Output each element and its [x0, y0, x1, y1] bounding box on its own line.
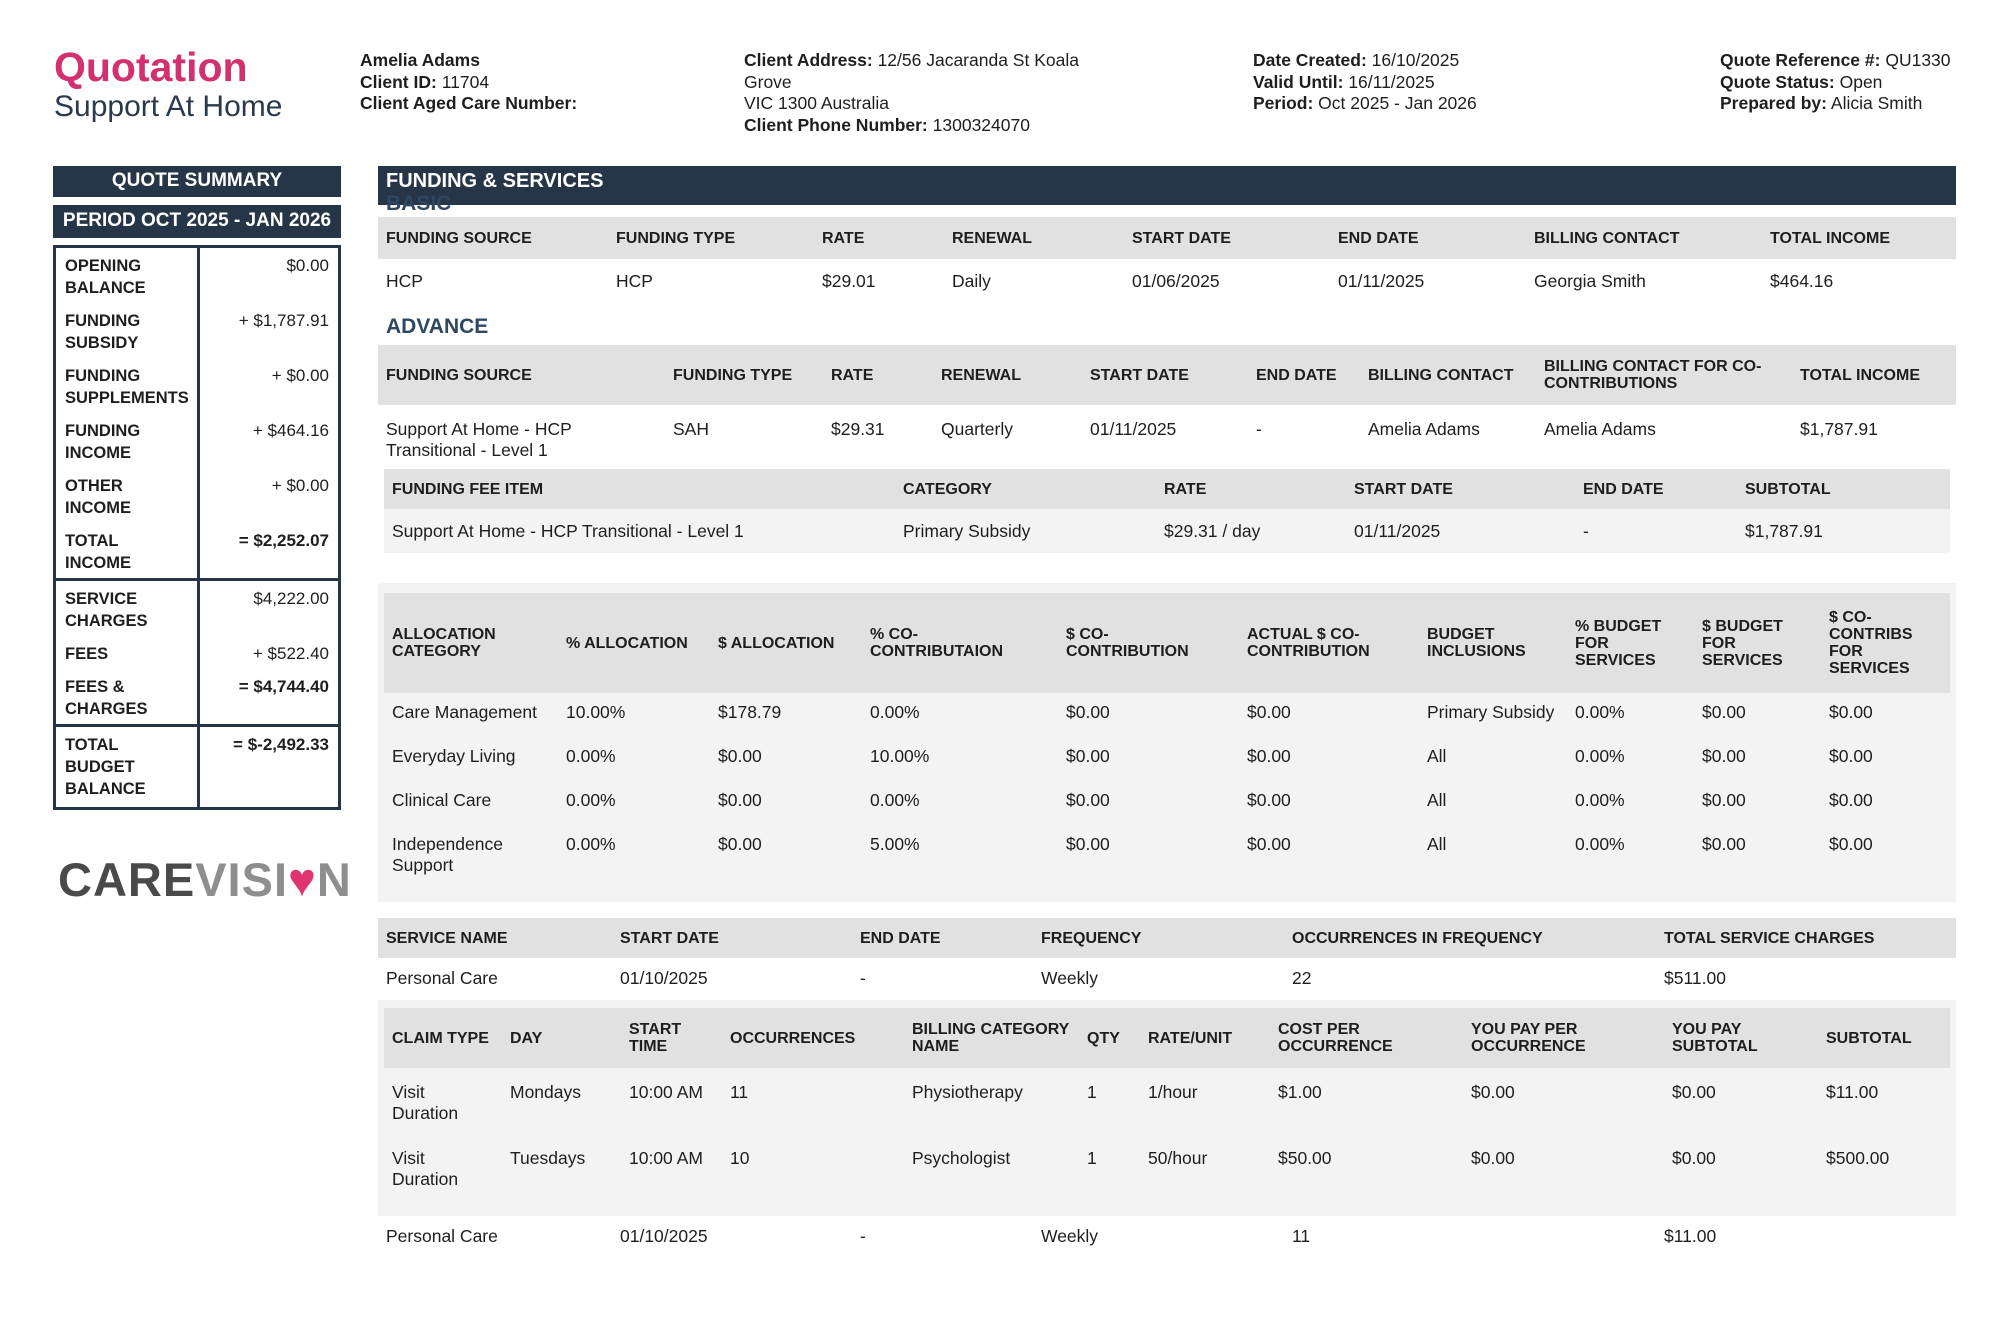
column-header: SERVICE NAME	[378, 918, 612, 958]
table-cell: 0.00%	[1575, 834, 1625, 854]
table-cell: SAH	[673, 419, 709, 439]
carevision-logo	[58, 852, 352, 908]
table-cell: 1/hour	[1148, 1082, 1198, 1102]
client-address-line1: 12/56 Jacaranda St Koala	[877, 50, 1079, 70]
summary-value: = $2,252.07	[238, 531, 329, 550]
column-header: BUDGET INCLUSIONS	[1419, 593, 1567, 693]
table-cell: Mondays	[510, 1082, 582, 1102]
table-row	[378, 1216, 1956, 1258]
table-cell: $50.00	[1278, 1148, 1332, 1168]
client-address-label: Client Address:	[744, 50, 873, 70]
table-cell: $0.00	[1702, 790, 1746, 810]
summary-label: FUNDING SUBSIDY	[56, 303, 200, 358]
table-cell: 22	[1292, 968, 1312, 988]
column-header: TOTAL INCOME	[1792, 345, 1956, 405]
funding-fee-table	[384, 469, 1950, 553]
table-cell: All	[1427, 790, 1447, 810]
summary-value: + $0.00	[271, 366, 329, 385]
summary-row	[56, 248, 338, 303]
column-header: YOU PAY SUBTOTAL	[1664, 1008, 1818, 1068]
summary-value: + $0.00	[271, 476, 329, 495]
summary-value: + $1,787.91	[238, 311, 329, 330]
column-header: QTY	[1079, 1008, 1140, 1068]
table-cell: $0.00	[1829, 702, 1873, 722]
summary-label: FEES & CHARGES	[56, 669, 200, 724]
client-address-block	[744, 50, 1079, 136]
services-table	[378, 918, 1956, 1000]
services-table-next	[378, 1216, 1956, 1258]
table-cell: $11.00	[1664, 1226, 1717, 1246]
table-cell: $0.00	[1247, 746, 1291, 766]
table-cell: Primary Subsidy	[1427, 702, 1555, 722]
table-cell: $1.00	[1278, 1082, 1322, 1102]
date-created-label: Date Created:	[1253, 50, 1367, 70]
table-cell: $0.00	[1066, 834, 1110, 854]
table-cell: $0.00	[1829, 746, 1873, 766]
table-cell: $500.00	[1826, 1148, 1890, 1168]
column-header: CATEGORY	[895, 469, 1156, 509]
client-info	[360, 50, 577, 115]
table-cell: $0.00	[1066, 746, 1110, 766]
column-header: START DATE	[1082, 345, 1248, 405]
client-address-line3: VIC 1300 Australia	[744, 93, 889, 113]
summary-row	[56, 358, 338, 413]
summary-label: TOTAL INCOME	[56, 523, 200, 578]
table-cell: Physiotherapy	[912, 1082, 1023, 1102]
table-cell: 0.00%	[566, 790, 616, 810]
logo-part-care: CARE	[58, 853, 196, 906]
summary-row	[56, 581, 338, 636]
summary-row	[56, 636, 338, 669]
column-header: RENEWAL	[933, 345, 1082, 405]
column-header: OCCURRENCES	[722, 1008, 904, 1068]
column-header: TOTAL INCOME	[1762, 217, 1956, 259]
table-cell: 10	[730, 1148, 750, 1168]
table-cell: $29.01	[822, 271, 876, 291]
summary-label: FEES	[56, 636, 200, 669]
table-cell: 5.00%	[870, 834, 920, 854]
table-cell: Primary Subsidy	[895, 509, 1156, 553]
table-cell: -	[1256, 419, 1262, 439]
column-header: $ ALLOCATION	[710, 593, 862, 693]
column-header: RATE/UNIT	[1140, 1008, 1270, 1068]
table-cell: 0.00%	[870, 790, 920, 810]
column-header: CLAIM TYPE	[384, 1008, 502, 1068]
column-header: DAY	[502, 1008, 621, 1068]
column-header: $ CO-CONTRIBS FOR SERVICES	[1821, 593, 1950, 693]
client-id-label: Client ID:	[360, 71, 437, 92]
summary-value: $0.00	[286, 256, 329, 275]
table-cell: 0.00%	[870, 702, 920, 722]
client-phone: 1300324070	[932, 114, 1030, 135]
table-cell: $464.16	[1770, 271, 1834, 291]
column-header: END DATE	[1248, 345, 1360, 405]
column-header: BILLING CONTACT	[1526, 217, 1762, 259]
summary-value: = $-2,492.33	[233, 735, 329, 754]
table-cell: 11	[1292, 1226, 1311, 1246]
table-cell: Care Management	[392, 702, 537, 722]
table-cell: Amelia Adams	[1368, 419, 1480, 439]
table-cell: Quarterly	[941, 419, 1013, 439]
summary-row	[56, 669, 338, 724]
table-cell: 1	[1087, 1148, 1097, 1168]
column-header: FREQUENCY	[1033, 918, 1284, 958]
table-cell: $0.00	[1702, 746, 1746, 766]
table-cell: Personal Care	[386, 968, 498, 988]
summary-label: FUNDING SUPPLEMENTS	[56, 358, 200, 413]
table-cell: HCP	[386, 271, 423, 291]
column-header: FUNDING SOURCE	[378, 345, 665, 405]
table-cell: 10:00 AM	[629, 1082, 703, 1102]
table-cell: 0.00%	[1575, 790, 1625, 810]
table-cell: Everyday Living	[392, 746, 516, 766]
column-header: END DATE	[852, 918, 1033, 958]
table-cell: Visit Duration	[392, 1148, 459, 1189]
section-heading: FUNDING & SERVICES	[378, 166, 1956, 205]
summary-row	[56, 523, 338, 578]
table-cell: $0.00	[1247, 834, 1291, 854]
table-row	[384, 1134, 1950, 1200]
table-cell: 10.00%	[870, 746, 930, 766]
table-cell: 01/11/2025	[1346, 509, 1575, 553]
table-cell: -	[1575, 509, 1737, 553]
column-header: ALLOCATION CATEGORY	[384, 593, 558, 693]
column-header: YOU PAY PER OCCURRENCE	[1463, 1008, 1664, 1068]
page-title: Quotation	[54, 44, 248, 90]
column-header: RENEWAL	[944, 217, 1124, 259]
table-cell: $0.00	[1702, 834, 1746, 854]
column-header: $ CO-CONTRIBUTION	[1058, 593, 1239, 693]
table-cell: Psychologist	[912, 1148, 1011, 1168]
summary-row	[56, 727, 338, 807]
prepared-by-label: Prepared by:	[1720, 93, 1827, 113]
table-cell: $1,787.91	[1800, 419, 1878, 439]
table-cell: 01/10/2025	[620, 968, 708, 988]
table-row	[384, 509, 1950, 553]
column-header: BILLING CONTACT FOR CO-CONTRIBUTIONS	[1536, 345, 1792, 405]
table-cell: 01/10/2025	[620, 1226, 708, 1246]
dates-block	[1253, 50, 1477, 115]
table-cell: All	[1427, 746, 1447, 766]
summary-value: = $4,744.40	[238, 677, 329, 696]
table-cell: 0.00%	[566, 834, 616, 854]
table-cell: $0.00	[1471, 1148, 1515, 1168]
table-row	[378, 259, 1956, 301]
client-name: Amelia Adams	[360, 50, 480, 70]
table-cell: $0.00	[1247, 702, 1291, 722]
summary-value: + $464.16	[252, 421, 329, 440]
summary-label: OTHER INCOME	[56, 468, 200, 523]
heart-icon: ♥	[288, 853, 317, 906]
date-created: 16/10/2025	[1371, 50, 1460, 70]
period: Oct 2025 - Jan 2026	[1318, 93, 1477, 113]
table-cell: $0.00	[1829, 834, 1873, 854]
table-cell: Visit Duration	[392, 1082, 459, 1123]
basic-funding-table	[378, 217, 1956, 301]
summary-value: $4,222.00	[253, 589, 329, 608]
table-cell: $0.00	[718, 746, 762, 766]
column-header: % BUDGET FOR SERVICES	[1567, 593, 1694, 693]
quote-block	[1720, 50, 1951, 115]
table-cell: Weekly	[1041, 968, 1099, 988]
quote-ref: QU1330	[1885, 50, 1951, 70]
client-id: 11704	[441, 71, 490, 92]
summary-group	[56, 581, 338, 727]
column-header: COST PER OCCURRENCE	[1270, 1008, 1463, 1068]
basic-title: BASIC	[386, 192, 452, 215]
table-cell: Weekly	[1041, 1226, 1099, 1246]
table-cell: $1,787.91	[1737, 509, 1950, 553]
column-header: BILLING CATEGORY NAME	[904, 1008, 1079, 1068]
table-cell: $0.00	[1672, 1148, 1716, 1168]
table-cell: Clinical Care	[392, 790, 492, 810]
column-header: END DATE	[1575, 469, 1737, 509]
quote-summary-table	[53, 245, 341, 810]
quote-summary-heading: QUOTE SUMMARY	[53, 166, 341, 197]
client-phone-label: Client Phone Number:	[744, 114, 928, 135]
table-cell: All	[1427, 834, 1447, 854]
table-row	[384, 737, 1950, 781]
table-cell: 1	[1087, 1082, 1097, 1102]
table-cell: 10:00 AM	[629, 1148, 703, 1168]
column-header: OCCURRENCES IN FREQUENCY	[1284, 918, 1656, 958]
column-header: END DATE	[1330, 217, 1526, 259]
column-header: FUNDING FEE ITEM	[384, 469, 895, 509]
table-cell: 0.00%	[1575, 746, 1625, 766]
column-header: BILLING CONTACT	[1360, 345, 1536, 405]
table-cell: $511.00	[1664, 968, 1726, 988]
table-cell: $0.00	[1702, 702, 1746, 722]
table-cell: Tuesdays	[510, 1148, 586, 1168]
table-cell: -	[860, 968, 866, 988]
table-row	[384, 693, 1950, 737]
table-cell: $0.00	[1066, 702, 1110, 722]
table-cell: $178.79	[718, 702, 782, 722]
column-header: RATE	[823, 345, 933, 405]
table-cell: $29.31 / day	[1156, 509, 1346, 553]
quote-ref-label: Quote Reference #:	[1720, 50, 1881, 70]
advance-funding-table	[378, 345, 1956, 461]
quote-status-label: Quote Status:	[1720, 71, 1835, 92]
valid-until: 16/11/2025	[1348, 71, 1435, 92]
column-header: $ BUDGET FOR SERVICES	[1694, 593, 1821, 693]
table-cell: 10.00%	[566, 702, 626, 722]
table-row	[378, 958, 1956, 1000]
column-header: FUNDING TYPE	[665, 345, 823, 405]
quote-status: Open	[1839, 71, 1883, 92]
table-cell: -	[860, 1226, 866, 1246]
table-cell: 0.00%	[566, 746, 616, 766]
brand	[54, 44, 282, 124]
column-header: TOTAL SERVICE CHARGES	[1656, 918, 1956, 958]
table-cell: Georgia Smith	[1534, 271, 1646, 291]
table-row	[384, 825, 1950, 876]
column-header: % CO-CONTRIBUTAION	[862, 593, 1058, 693]
client-address-line2: Grove	[744, 71, 792, 92]
table-row	[384, 781, 1950, 825]
allocation-table	[384, 593, 1950, 876]
summary-label: FUNDING INCOME	[56, 413, 200, 468]
column-header: START DATE	[1124, 217, 1330, 259]
table-cell: $0.00	[1829, 790, 1873, 810]
column-header: % ALLOCATION	[558, 593, 710, 693]
column-header: START TIME	[621, 1008, 722, 1068]
table-cell: $0.00	[1672, 1082, 1716, 1102]
column-header: SUBTOTAL	[1818, 1008, 1950, 1068]
table-cell: Support At Home - HCP Transitional - Level 1	[384, 509, 895, 553]
column-header: RATE	[814, 217, 944, 259]
client-aged-care-label: Client Aged Care Number:	[360, 93, 578, 113]
column-header: RATE	[1156, 469, 1346, 509]
summary-group	[56, 727, 338, 807]
summary-value: + $522.40	[252, 644, 329, 663]
table-cell: Daily	[952, 271, 991, 291]
table-cell: $0.00	[718, 790, 762, 810]
column-header: START DATE	[1346, 469, 1575, 509]
table-cell: 50/hour	[1148, 1148, 1208, 1168]
table-row	[378, 405, 1956, 461]
summary-row	[56, 413, 338, 468]
table-cell: Independence Support	[392, 834, 503, 875]
advance-title: ADVANCE	[386, 315, 489, 338]
summary-label: OPENING BALANCE	[56, 248, 200, 303]
table-cell: 01/06/2025	[1132, 271, 1220, 291]
table-cell: Support At Home - HCP Transitional - Level 1	[386, 419, 572, 460]
funding-services	[378, 166, 1956, 1258]
claims-table	[384, 1008, 1950, 1200]
table-cell: HCP	[616, 271, 653, 291]
column-header: FUNDING SOURCE	[378, 217, 608, 259]
column-header: FUNDING TYPE	[608, 217, 814, 259]
column-header: SUBTOTAL	[1737, 469, 1950, 509]
table-cell: Personal Care	[386, 1226, 498, 1246]
table-row	[384, 1068, 1950, 1134]
summary-group	[56, 248, 338, 581]
table-cell: $0.00	[1066, 790, 1110, 810]
table-cell: $0.00	[1471, 1082, 1515, 1102]
summary-label: TOTAL BUDGET BALANCE	[56, 727, 200, 807]
table-cell: $0.00	[718, 834, 762, 854]
table-cell: $0.00	[1247, 790, 1291, 810]
table-cell: 01/11/2025	[1338, 271, 1425, 291]
summary-row	[56, 303, 338, 358]
prepared-by: Alicia Smith	[1830, 93, 1923, 113]
table-cell: Amelia Adams	[1544, 419, 1656, 439]
valid-until-label: Valid Until:	[1253, 71, 1344, 92]
quote-summary-period: PERIOD OCT 2025 - JAN 2026	[53, 205, 341, 238]
table-cell: 01/11/2025	[1090, 419, 1177, 439]
logo-part-visi: VISI	[195, 853, 289, 906]
table-cell: 11	[730, 1082, 749, 1102]
table-cell: $11.00	[1826, 1082, 1879, 1102]
logo-part-n: N	[316, 853, 352, 906]
period-label: Period:	[1253, 93, 1314, 113]
summary-row	[56, 468, 338, 523]
column-header: START DATE	[612, 918, 852, 958]
column-header: ACTUAL $ CO-CONTRIBUTION	[1239, 593, 1419, 693]
table-cell: $29.31	[831, 419, 885, 439]
summary-label: SERVICE CHARGES	[56, 581, 200, 636]
table-cell: 0.00%	[1575, 702, 1625, 722]
page-subtitle: Support At Home	[54, 90, 283, 123]
